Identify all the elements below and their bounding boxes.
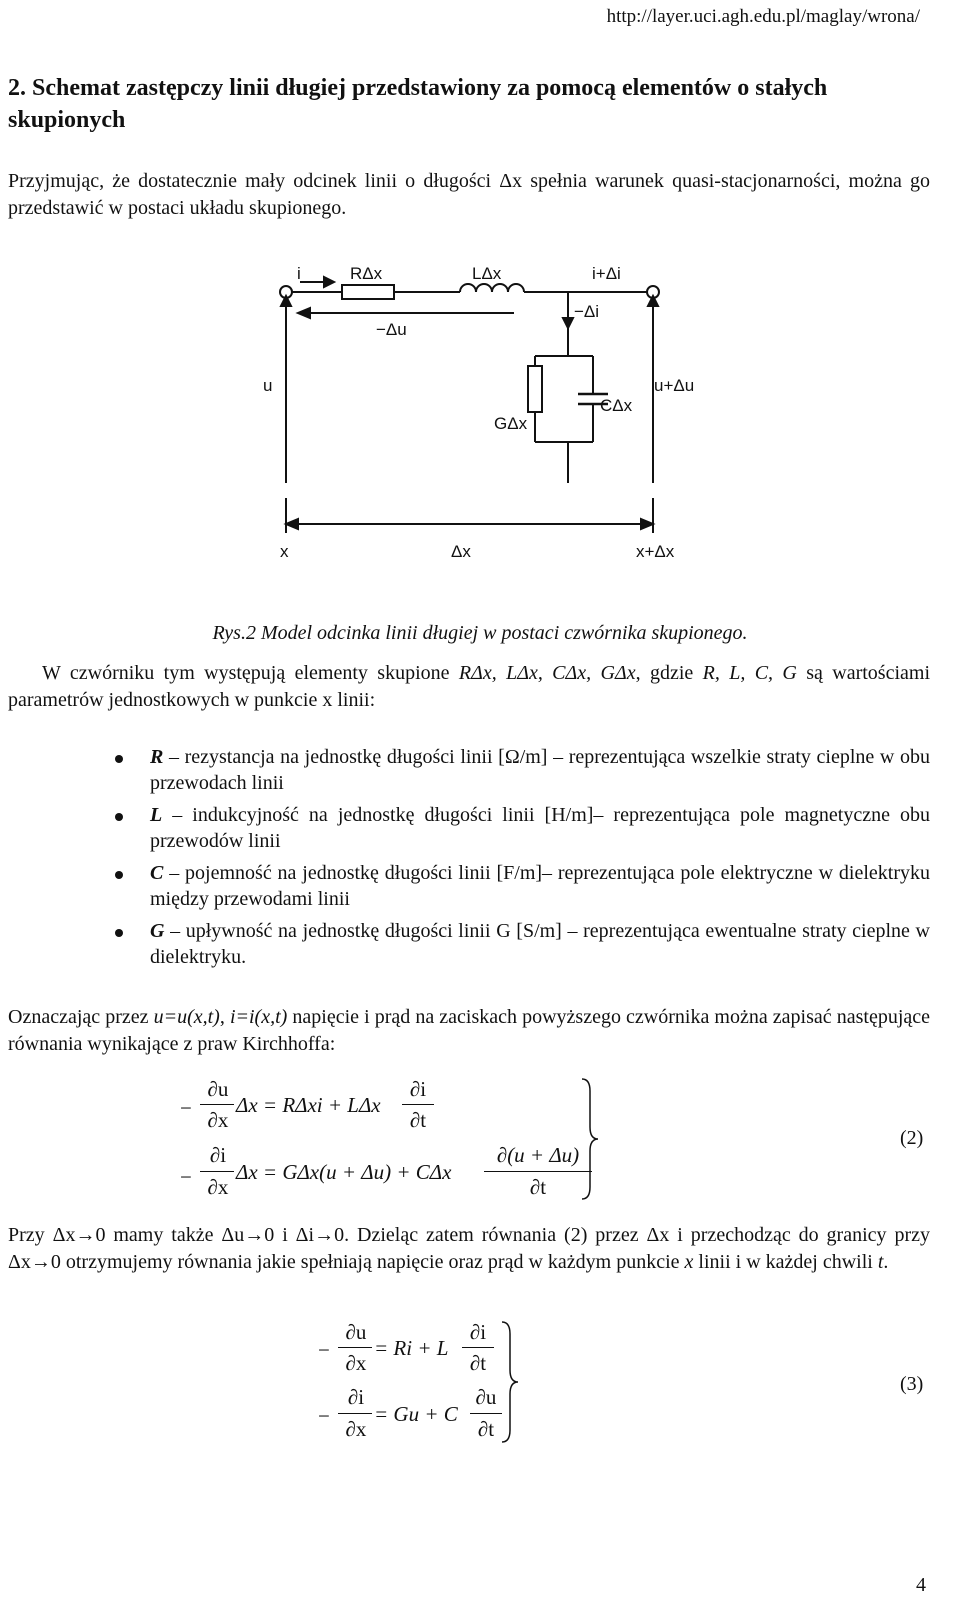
label-dx: Δx (451, 542, 471, 561)
inductor-l (460, 284, 524, 292)
bullet-icon (115, 813, 123, 821)
brace-icon (580, 1077, 600, 1201)
elements-list: RΔx, LΔx, CΔx, GΔx (458, 662, 636, 684)
list-item: G – upływność na jednostkę długości linii G [S/m] – reprezentująca ewentualne straty cieplne w dielektryku. (110, 918, 930, 970)
list-item: C – pojemność na jednostkę długości linii [F/m]– reprezentująca pole elektryczne w dielektryku między przewodami linii (110, 860, 930, 912)
params-list: R, L, C, G (702, 662, 797, 684)
header-url: http://layer.uci.agh.edu.pl/maglay/wrona/ (606, 6, 920, 27)
label-l: LΔx (472, 264, 502, 283)
label-i: i (297, 264, 301, 283)
paragraph-limit: Przy Δx→0 mamy także Δu→0 i Δi→0. Dzieląc zatem równania (2) przez Δx i przechodząc do granicy przy Δx→0 otrzymujemy równania jakie spełniają napięcie oraz prąd w każdym punkcie x linii i w każdej chwili t. (8, 1224, 930, 1273)
equation-number: (2) (900, 1127, 924, 1149)
label-g: GΔx (494, 414, 528, 433)
label-du: −Δu (376, 320, 407, 339)
label-u: u (263, 376, 273, 395)
label-di: −Δi (574, 302, 600, 321)
label-i-out: i+Δi (592, 264, 621, 283)
label-x-out: x+Δx (636, 542, 675, 561)
bullet-icon (115, 929, 123, 937)
page-number: 4 (916, 1574, 926, 1596)
bullet-icon (115, 755, 123, 763)
resistor-r (342, 285, 394, 299)
label-x: x (280, 542, 289, 561)
conductance-g (528, 366, 542, 412)
intro-paragraph: Przyjmując, że dostatecznie mały odcinek linii o długości Δx spełnia warunek quasi-stacjonarności, można go przedstawić w postaci układu skupionego. (8, 170, 930, 219)
brace-icon (500, 1320, 520, 1444)
circuit-diagram (270, 258, 690, 578)
list-item: L – indukcyjność na jednostkę długości linii [H/m]– reprezentująca pole magnetyczne obu przewodów linii (110, 802, 930, 854)
parameter-list (110, 744, 930, 976)
list-item: R – rezystancja na jednostkę długości linii [Ω/m] – reprezentująca wszelkie straty cieplne w obu przewodach linii (110, 744, 930, 796)
bullet-icon (115, 871, 123, 879)
paragraph-elements: W czwórniku tym występują elementy skupione RΔx, LΔx, CΔx, GΔx, gdzie R, L, C, G są wartościami parametrów jednostkowych w punkcie x linii: (8, 662, 931, 711)
label-r: RΔx (350, 264, 383, 283)
figure-caption: Rys.2 Model odcinka linii długiej w postaci czwórnika skupionego. (212, 622, 748, 644)
paragraph-kirchhoff: Oznaczając przez u=u(x,t), i=i(x,t) napięcie i prąd na zaciskach powyższego czwórnika można zapisać następujące równania wynikające z praw Kirchhoffa: (8, 1006, 931, 1055)
section-title: 2. Schemat zastępczy linii długiej przedstawiony za pomocą elementów o stałych skupionych (8, 75, 828, 133)
equation-number: (3) (900, 1373, 924, 1395)
label-u-out: u+Δu (654, 376, 695, 395)
label-c: CΔx (600, 396, 633, 415)
